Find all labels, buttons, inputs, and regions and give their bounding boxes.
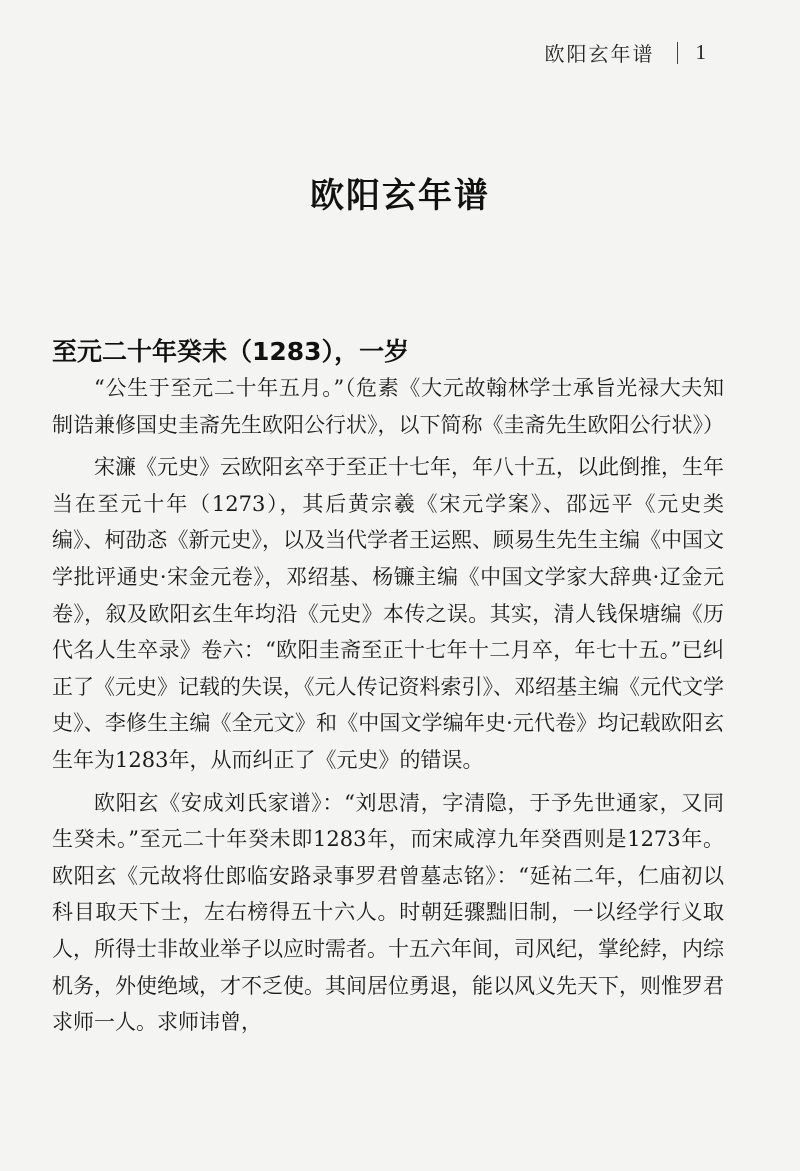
body-text xyxy=(52,370,724,1041)
paragraph: 宋濂《元史》云欧阳玄卒于至正十七年，年八十五，以此倒推，生年当在至元十年（1273），其后黄宗羲《宋元学案》、邵远平《元史类编》、柯劭忞《新元史》，以及当代学者王运熙、顾易生先生主编《中国文学批评通史·宋金元卷》，邓绍基、杨镰主编《中国文学家大辞典·辽金元卷》，叙及欧阳玄生年均沿《元史》本传之误。其实，清人钱保塘编《历代名人生卒录》卷六：“欧阳圭斋至正十七年十二月卒，年七十五。”已纠正了《元史》记载的失误，《元人传记资料索引》、邓绍基主编《元代文学史》、李修生主编《全元文》和《中国文学编年史·元代卷》均记载欧阳玄生年为1283年，从而纠正了《元史》的错误。 xyxy=(52,455,724,772)
page-number: 1 xyxy=(695,40,708,64)
header-divider xyxy=(677,42,678,64)
paragraph: “公生于至元二十年五月。”（危素《大元故翰林学士承旨光禄大夫知制诰兼修国史圭斋先生欧阳公行状》，以下简称《圭斋先生欧阳公行状》） xyxy=(52,376,724,437)
paragraph: 欧阳玄《安成刘氏家谱》：“刘思清，字清隐，于予先世通家，又同生癸未。”至元二十年癸未即1283年，而宋咸淳九年癸酉则是1273年。欧阳玄《元故将仕郎临安路录事罗君曾墓志铭》：“延祐二年，仁庙初以科目取天下士，左右榜得五十六人。时朝廷骤黜旧制，一以经学行义取人，所得士非故业举子以应时需者。十五六年间，司风纪，掌纶綍，内综机务，外使绝域，才不乏使。其间居位勇退，能以风义先天下，则惟罗君求师一人。求师讳曾， xyxy=(52,790,724,1035)
running-header xyxy=(545,38,709,67)
chapter-title: 欧阳玄年谱 xyxy=(310,176,490,216)
section-heading: 至元二十年癸未（1283），一岁 xyxy=(52,337,410,366)
running-title: 欧阳玄年谱 xyxy=(544,42,655,66)
